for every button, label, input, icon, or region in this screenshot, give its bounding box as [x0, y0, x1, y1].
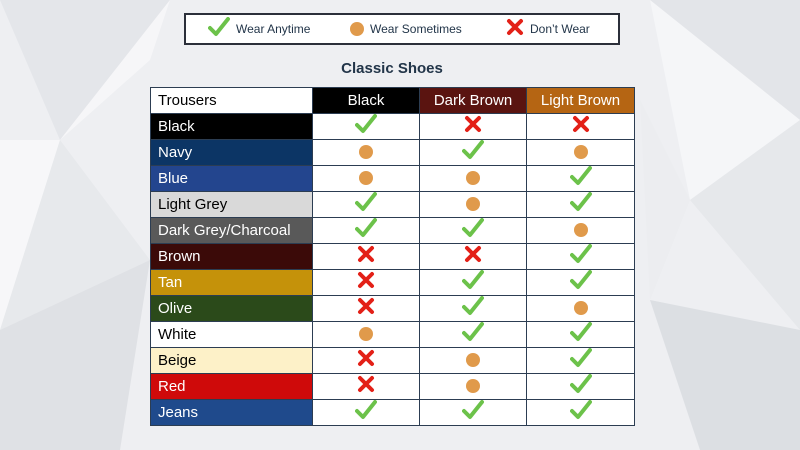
rating-cell: [420, 191, 527, 217]
dot-icon: [574, 223, 588, 237]
legend-item-dont-wear: [506, 15, 590, 43]
check-icon: [462, 270, 484, 295]
cross-icon: [357, 245, 375, 268]
legend-label: Don’t Wear: [530, 22, 590, 36]
check-icon: [570, 270, 592, 295]
row-header: Light Grey: [151, 191, 313, 217]
rating-cell: [420, 399, 527, 425]
dot-icon: [350, 22, 364, 36]
rating-cell: [527, 165, 635, 191]
legend: [184, 13, 620, 45]
rating-cell: [527, 243, 635, 269]
row-header: Black: [151, 113, 313, 139]
check-icon: [570, 348, 592, 373]
corner-header-trousers: Trousers: [151, 88, 313, 114]
rating-cell: [313, 399, 420, 425]
table-row: [151, 243, 635, 269]
row-header: Dark Grey/Charcoal: [151, 217, 313, 243]
column-header: Dark Brown: [420, 88, 527, 114]
rating-cell: [420, 347, 527, 373]
check-icon: [570, 322, 592, 347]
rating-cell: [313, 321, 420, 347]
cross-icon: [357, 271, 375, 294]
legend-label: Wear Sometimes: [370, 22, 462, 36]
cross-icon: [572, 115, 590, 138]
check-icon: [570, 244, 592, 269]
rating-cell: [313, 139, 420, 165]
column-header: Black: [313, 88, 420, 114]
rating-cell: [420, 139, 527, 165]
legend-item-wear-anytime: [208, 15, 310, 43]
rating-cell: [527, 347, 635, 373]
dot-icon: [466, 353, 480, 367]
rating-cell: [420, 165, 527, 191]
rating-cell: [527, 269, 635, 295]
table-row: [151, 295, 635, 321]
check-icon: [462, 400, 484, 425]
legend-label: Wear Anytime: [236, 22, 311, 36]
check-icon: [570, 400, 592, 425]
dot-icon: [466, 197, 480, 211]
cross-icon: [357, 375, 375, 398]
check-icon: [570, 374, 592, 399]
table-row: [151, 399, 635, 425]
dot-icon: [574, 145, 588, 159]
rating-cell: [313, 269, 420, 295]
rating-cell: [313, 191, 420, 217]
rating-cell: [313, 347, 420, 373]
row-header: Brown: [151, 243, 313, 269]
dot-icon: [466, 379, 480, 393]
check-icon: [355, 114, 377, 139]
row-header: Beige: [151, 347, 313, 373]
table-row: [151, 113, 635, 139]
table-row: [151, 191, 635, 217]
rating-cell: [420, 113, 527, 139]
table-row: [151, 269, 635, 295]
table-row: [151, 139, 635, 165]
check-icon: [462, 322, 484, 347]
cross-icon: [357, 349, 375, 372]
check-icon: [462, 140, 484, 165]
table-row: [151, 321, 635, 347]
table-row: [151, 217, 635, 243]
table-row: [151, 165, 635, 191]
table-row: [151, 373, 635, 399]
table-row: [151, 347, 635, 373]
rating-cell: [313, 165, 420, 191]
check-icon: [462, 218, 484, 243]
rating-cell: [420, 269, 527, 295]
rating-cell: [527, 373, 635, 399]
row-header: Tan: [151, 269, 313, 295]
rating-cell: [313, 113, 420, 139]
rating-cell: [313, 243, 420, 269]
rating-cell: [527, 399, 635, 425]
rating-cell: [313, 373, 420, 399]
dot-icon: [466, 171, 480, 185]
row-header: Blue: [151, 165, 313, 191]
row-header: Olive: [151, 295, 313, 321]
row-header: White: [151, 321, 313, 347]
rating-cell: [420, 373, 527, 399]
rating-cell: [420, 321, 527, 347]
check-icon: [355, 218, 377, 243]
dot-icon: [359, 145, 373, 159]
rating-cell: [527, 139, 635, 165]
check-icon: [355, 400, 377, 425]
rating-cell: [527, 191, 635, 217]
dot-icon: [359, 327, 373, 341]
chart-title: Classic Shoes: [341, 60, 443, 77]
row-header: Jeans: [151, 399, 313, 425]
rating-cell: [527, 321, 635, 347]
cross-icon: [464, 115, 482, 138]
cross-icon: [357, 297, 375, 320]
rating-cell: [527, 295, 635, 321]
check-icon: [208, 17, 230, 42]
row-header: Navy: [151, 139, 313, 165]
table-header-row: [151, 88, 635, 114]
check-icon: [570, 166, 592, 191]
row-header: Red: [151, 373, 313, 399]
rating-cell: [420, 243, 527, 269]
shoe-pairing-table: [150, 87, 635, 426]
dot-icon: [359, 171, 373, 185]
check-icon: [462, 296, 484, 321]
column-header: Light Brown: [527, 88, 635, 114]
legend-item-wear-sometimes: [350, 15, 462, 43]
rating-cell: [313, 217, 420, 243]
rating-cell: [527, 217, 635, 243]
rating-cell: [313, 295, 420, 321]
check-icon: [570, 192, 592, 217]
rating-cell: [527, 113, 635, 139]
check-icon: [355, 192, 377, 217]
rating-cell: [420, 295, 527, 321]
rating-cell: [420, 217, 527, 243]
cross-icon: [464, 245, 482, 268]
dot-icon: [574, 301, 588, 315]
cross-icon: [506, 18, 524, 41]
table-body: [151, 113, 635, 425]
